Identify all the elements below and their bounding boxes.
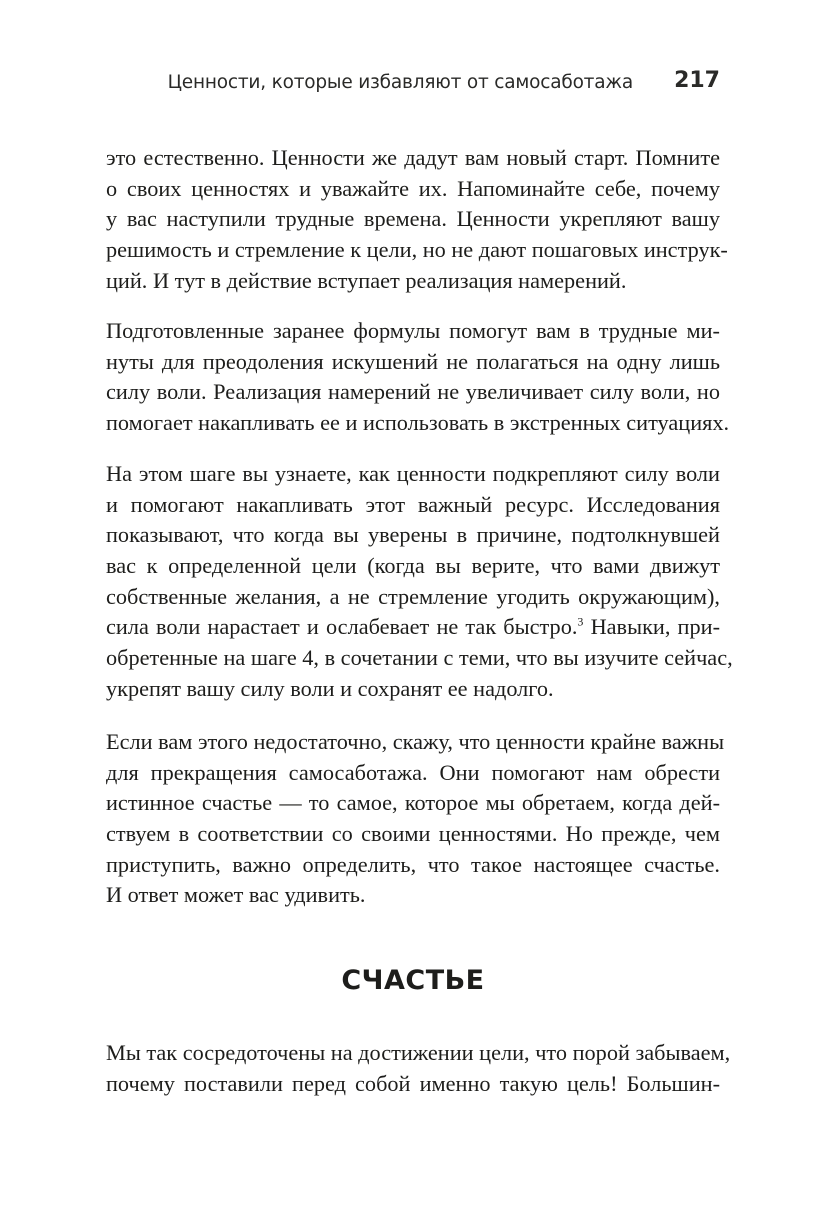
text-line: Мы так сосредоточены на достижении цели, что порой забываем, xyxy=(106,1040,731,1065)
text-fragment: Навыки, при- xyxy=(583,614,720,640)
text-line: ствуем в соответствии со своими ценностями. Но прежде, чем xyxy=(106,821,720,847)
text-line: И ответ может вас удивить. xyxy=(106,882,366,908)
text-line: ций. И тут в действие вступает реализация намерений. xyxy=(106,267,627,293)
running-header xyxy=(106,64,720,100)
text-line-with-footnote xyxy=(106,612,720,643)
footnote-marker[interactable]: 3 xyxy=(577,615,584,630)
text-line: собственные желания, а не стремление угодить окружающим), xyxy=(106,583,720,609)
paragraph-2 xyxy=(106,316,730,439)
text-line: почему поставили перед собой именно такую цель! Большин- xyxy=(106,1070,720,1096)
text-line: На этом шаге вы узнаете, как ценности подкрепляют силу воли xyxy=(106,461,720,486)
text-line: о своих ценностях и уважайте их. Напоминайте себе, почему xyxy=(106,175,720,201)
page-number: 217 xyxy=(674,68,720,93)
text-line: истинное счастье — то самое, которое мы обретаем, когда дей- xyxy=(106,790,720,816)
paragraph-5 xyxy=(106,1038,731,1099)
text-line: помогает накапливать ее и использовать в экстренных ситуациях. xyxy=(106,410,730,436)
text-line: нуты для преодоления искушений не полагаться на одну лишь xyxy=(106,348,720,374)
text-line: для прекращения самосаботажа. Они помогают нам обрести xyxy=(106,759,720,785)
text-line: укрепят вашу силу воли и сохранят ее надолго. xyxy=(106,675,554,701)
text-line: и помогают накапливать этот важный ресурс. Исследования xyxy=(106,491,720,517)
text-line: у вас наступили трудные времена. Ценности укрепляют вашу xyxy=(106,206,720,232)
text-fragment: сила воли нарастает и ослабевает не так быстро. xyxy=(106,614,578,640)
text-line: показывают, что когда вы уверены в причине, подтолкнувшей xyxy=(106,522,720,548)
text-line: вас к определенной цели (когда вы верите, что вами движут xyxy=(106,553,720,579)
text-line: решимость и стремление к цели, но не дают пошаговых инструк- xyxy=(106,237,728,263)
paragraph-4 xyxy=(106,727,725,911)
text-line: обретенные на шаге 4, в сочетании с теми, что вы изучите сейчас, xyxy=(106,645,733,671)
text-line: это естественно. Ценности же дадут вам новый старт. Помните xyxy=(106,145,720,170)
text-line: силу воли. Реализация намерений не увеличивает силу воли, но xyxy=(106,379,720,405)
text-line: Если вам этого недостаточно, скажу, что ценности крайне важны xyxy=(106,729,725,754)
text-line: приступить, важно определить, что такое настоящее счастье. xyxy=(106,851,720,877)
text-line: Подготовленные заранее формулы помогут вам в трудные ми- xyxy=(106,318,720,343)
running-title: Ценности, которые избавляют от самосаботажа xyxy=(167,72,633,93)
section-heading: СЧАСТЬЕ xyxy=(341,965,485,996)
paragraph-1 xyxy=(106,143,728,296)
paragraph-3 xyxy=(106,459,733,705)
